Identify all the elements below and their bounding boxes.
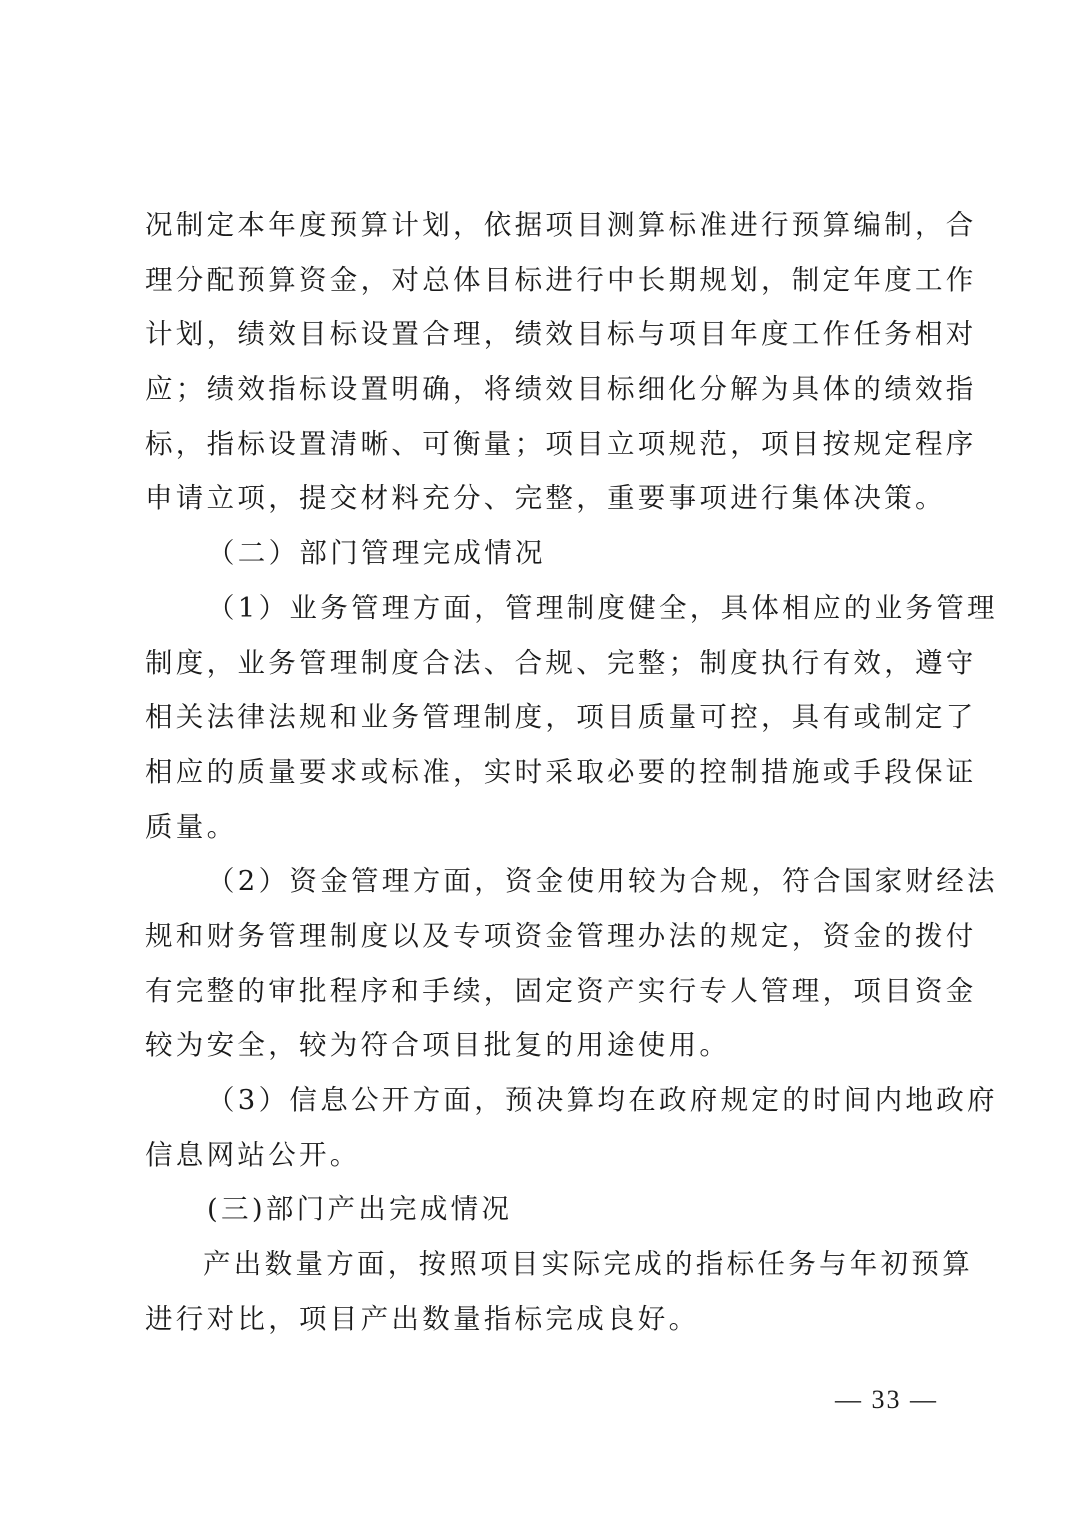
- paragraph-line: （2）资金管理方面，资金使用较为合规，符合国家财经法: [207, 865, 998, 898]
- paragraph-line: 计划，绩效目标设置合理，绩效目标与项目年度工作任务相对: [145, 318, 977, 351]
- paragraph-line: 况制定本年度预算计划，依据项目测算标准进行预算编制，合: [145, 209, 977, 241]
- paragraph-line: 应；绩效指标设置明确，将绩效目标细化分解为具体的绩效指: [145, 373, 977, 406]
- paragraph-line: 理分配预算资金，对总体目标进行中长期规划，制定年度工作: [145, 263, 977, 296]
- paragraph-line: 有完整的审批程序和手续，固定资产实行专人管理，项目资金: [145, 974, 977, 1007]
- paragraph-line: 标，指标设置清晰、可衡量；项目立项规范，项目按规定程序: [145, 427, 977, 460]
- body-text: [145, 198, 998, 1346]
- paragraph-line: 相关法律法规和业务管理制度，项目质量可控，具有或制定了: [145, 701, 977, 734]
- section-heading: （二）部门管理完成情况: [207, 537, 546, 570]
- paragraph-line: 进行对比，项目产出数量指标完成良好。: [145, 1302, 700, 1335]
- paragraph-line: （1）业务管理方面，管理制度健全，具体相应的业务管理: [207, 591, 998, 624]
- paragraph-line: （3）信息公开方面，预决算均在政府规定的时间内地政府: [207, 1084, 998, 1116]
- paragraph-line: 制度，业务管理制度合法、合规、完整；制度执行有效，遵守: [145, 646, 977, 679]
- paragraph-line: 申请立项，提交材料充分、完整，重要事项进行集体决策。: [145, 482, 946, 515]
- paragraph-line: 产出数量方面，按照项目实际完成的指标任务与年初预算: [203, 1248, 973, 1281]
- paragraph-line: 较为安全，较为符合项目批复的用途使用。: [145, 1029, 731, 1062]
- paragraph-line: 信息网站公开。: [145, 1138, 361, 1171]
- section-heading: (三)部门产出完成情况: [207, 1193, 513, 1226]
- paragraph-line: 相应的质量要求或标准，实时采取必要的控制措施或手段保证: [145, 755, 977, 788]
- paragraph-line: 规和财务管理制度以及专项资金管理办法的规定，资金的拨付: [145, 919, 977, 952]
- paragraph-line: 质量。: [145, 810, 238, 843]
- page-number: — 33 —: [835, 1385, 938, 1414]
